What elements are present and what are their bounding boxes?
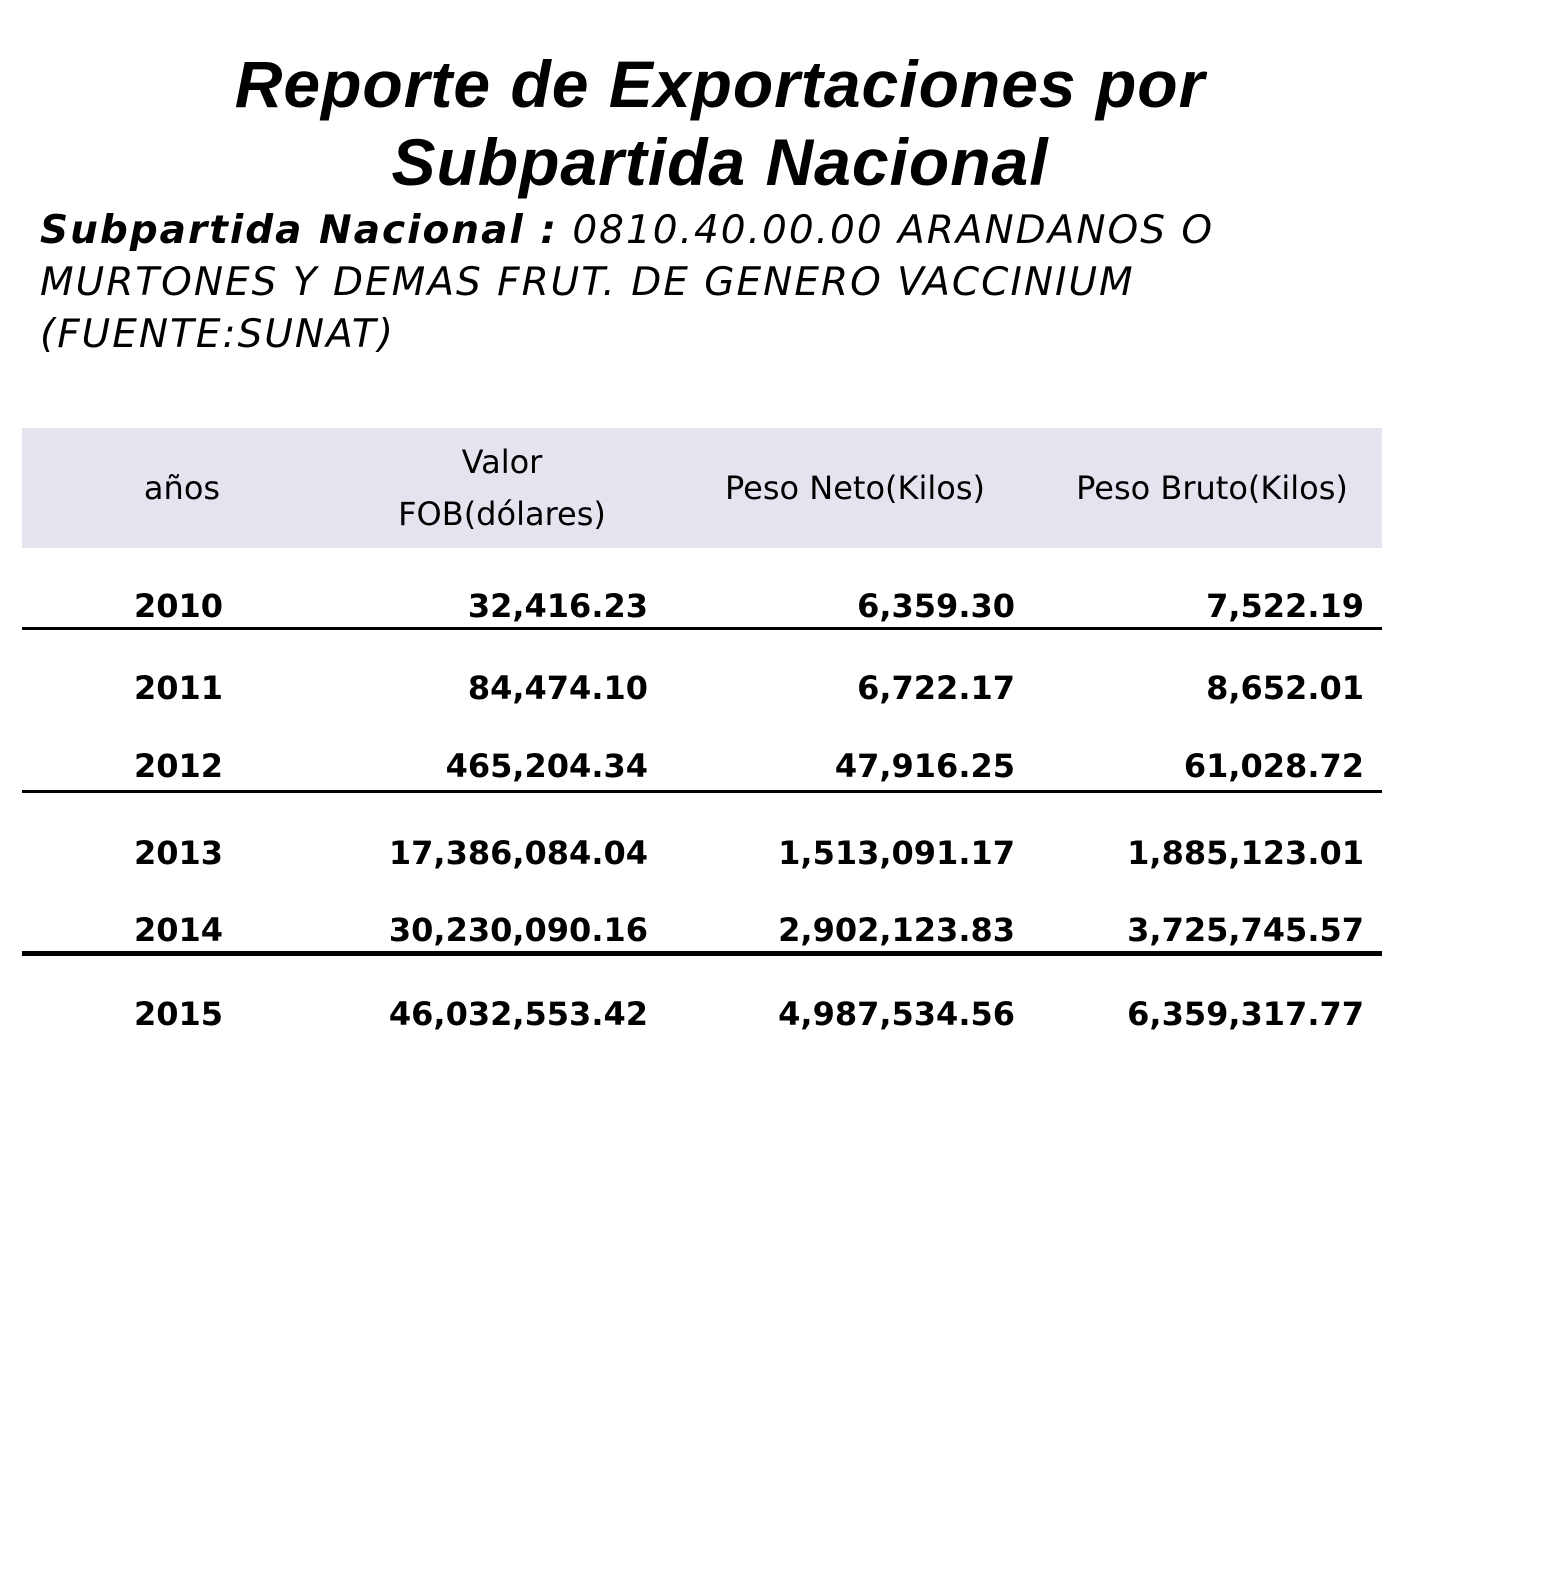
exports-table <box>22 428 1382 1033</box>
report-title-line2: Subpartida Nacional <box>391 125 1049 199</box>
row-divider <box>22 790 1382 793</box>
header-fob-line2: FOB(dólares) <box>398 495 606 533</box>
cell-peso-neto: 1,513,091.17 <box>778 834 1015 872</box>
table-row <box>22 905 1382 955</box>
header-fob-line1: Valor <box>461 443 543 481</box>
row-divider <box>22 951 1382 956</box>
cell-year: 2010 <box>134 587 224 625</box>
cell-fob: 465,204.34 <box>445 747 648 785</box>
cell-fob: 46,032,553.42 <box>388 995 648 1033</box>
subtitle-text: 0810.40.00.00 ARANDANOS O MURTONES Y DEMAS FRUT. DE GENERO VACCINIUM (FUENTE:SUNAT) <box>40 208 1215 357</box>
cell-peso-neto: 47,916.25 <box>834 747 1015 785</box>
report-title-line1: Reporte de Exportaciones por <box>234 47 1206 121</box>
cell-peso-bruto: 61,028.72 <box>1183 747 1364 785</box>
report-subtitle <box>40 205 1300 361</box>
cell-peso-neto: 6,722.17 <box>857 669 1015 707</box>
cell-year: 2014 <box>134 911 224 949</box>
header-peso-neto: Peso Neto(Kilos) <box>725 469 985 507</box>
cell-fob: 30,230,090.16 <box>388 911 648 949</box>
header-year: años <box>143 469 221 507</box>
cell-peso-neto: 2,902,123.83 <box>778 911 1015 949</box>
header-peso-bruto: Peso Bruto(Kilos) <box>1076 469 1348 507</box>
table-row <box>22 741 1382 791</box>
cell-fob: 84,474.10 <box>467 669 648 707</box>
cell-year: 2012 <box>134 747 224 785</box>
cell-peso-neto: 4,987,534.56 <box>778 995 1015 1033</box>
report-title <box>90 45 1350 201</box>
cell-peso-bruto: 3,725,745.57 <box>1127 911 1364 949</box>
table-header <box>22 428 1382 548</box>
cell-peso-bruto: 7,522.19 <box>1206 587 1364 625</box>
cell-peso-bruto: 6,359,317.77 <box>1127 995 1364 1033</box>
row-divider <box>22 627 1382 630</box>
cell-year: 2013 <box>134 834 224 872</box>
header-fob <box>347 436 657 540</box>
cell-peso-neto: 6,359.30 <box>857 587 1015 625</box>
cell-peso-bruto: 1,885,123.01 <box>1127 834 1364 872</box>
table-row <box>22 989 1382 1039</box>
cell-peso-bruto: 8,652.01 <box>1206 669 1364 707</box>
cell-fob: 17,386,084.04 <box>388 834 648 872</box>
table-row <box>22 828 1382 878</box>
cell-year: 2011 <box>134 669 224 707</box>
table-row <box>22 581 1382 631</box>
cell-year: 2015 <box>134 995 224 1033</box>
cell-fob: 32,416.23 <box>467 587 648 625</box>
table-row <box>22 663 1382 713</box>
subtitle-label: Subpartida Nacional : <box>40 208 558 253</box>
